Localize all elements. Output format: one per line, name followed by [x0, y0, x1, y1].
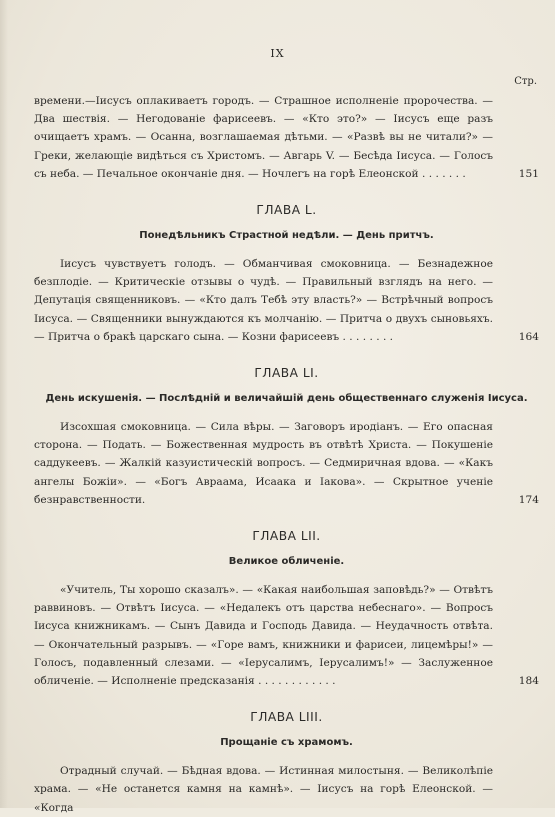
chapter-page: 164	[518, 330, 539, 343]
chapter-text: «Учитель, Ты хорошо сказалъ». — «Какая наибольшая заповѣдь?» — Отвѣтъ раввиновъ. — Отвѣтъ Іисуса. — «Недалекъ отъ царства небеснаго». — Вопросъ Іисуса книжникамъ. — Сынъ Давида и Господь Давида. — Неудачность отвѣта. — Окончательный разрывъ. — «Горе вамъ, книжники и фарисеи, лицемѣры!» — Голосъ, подавленный слезами. — «Іерусалимъ, Іерусалимъ!» — Заслуженное обличеніе. — Исполненіе предсказанія . . . . . . . . . . . .	[34, 584, 493, 688]
page-number: IX	[270, 47, 285, 60]
chapter-heading: ГЛАВА L.	[256, 203, 317, 218]
intro-page: 151	[518, 167, 539, 180]
chapter-text: Отрадный случай. — Бѣдная вдова. — Истинная милостыня. — Великолѣпіе храма. — «Не останется камня на камнѣ». — Іисусъ на горѣ Елеонской. — «Когда	[34, 765, 493, 814]
chapter-subtitle: Понедѣльникъ Страстной недѣли. — День притчъ.	[139, 230, 434, 242]
page-edge-shadow	[0, 0, 8, 808]
chapter-heading: ГЛАВА LI.	[254, 366, 319, 381]
chapter-subtitle: Великое обличеніе.	[228, 556, 345, 568]
chapter-53	[34, 710, 539, 817]
chapter-summary	[34, 255, 539, 346]
chapter-page: 184	[518, 675, 539, 688]
chapter-heading: ГЛАВА LII.	[252, 529, 321, 544]
chapter-page: 174	[518, 493, 539, 506]
chapter-52	[34, 529, 539, 690]
chapter-text: Іисусъ чувствуетъ голодъ. — Обманчивая смоковница. — Безнадежное безплодіе. — Критическіе отзывы о чудѣ. — Правильный взглядъ на него. — Депутація священниковъ. — «Кто далъ Тебѣ эту власть?» — Встрѣчный вопросъ Іисуса. — Священники вынуждаются къ молчанію. — Притча о двухъ сыновьяхъ. — Притча о бракѣ царскаго сына. — Козни фарисеевъ . . . . . . . .	[34, 258, 493, 343]
page-column-label: Стр.	[514, 76, 537, 87]
chapter-subtitle: Прощаніе съ храмомъ.	[220, 737, 353, 749]
table-of-contents	[34, 92, 539, 817]
chapter-summary	[34, 418, 539, 509]
intro-text: времени.—Іисусъ оплакиваетъ городъ. — Страшное исполненіе пророчества. — Два шествія. — Негодованіе фарисеевъ. — «Кто это?» — Іисусъ еще разъ очищаетъ храмъ. — Осанна, возглашаемая дѣтьми. — «Развѣ вы не читали?» — Греки, желающіе видѣться съ Христомъ. — Авгарь V. — Бесѣда Іисуса. — Голосъ съ неба. — Печальное окончаніе дня. — Ночлегъ на горѣ Елеонской . . . . . . .	[34, 95, 493, 180]
chapter-summary	[34, 762, 539, 817]
chapter-50	[34, 203, 539, 346]
chapter-heading: ГЛАВА LIII.	[250, 710, 323, 725]
chapter-subtitle: День искушенія. — Послѣдній и величайшій день общественнаго служенія Іисуса.	[45, 393, 528, 405]
intro-entry	[34, 92, 539, 183]
chapter-summary	[34, 581, 539, 690]
chapter-text: Изсохшая смоковница. — Сила вѣры. — Заговоръ иродіанъ. — Его опасная сторона. — Подать. — Божественная мудрость въ отвѣтѣ Христа. — Покушеніе саддукеевъ. — Жалкій казуистическій вопросъ. — Седмиричная вдова. — «Какъ ангелы Божіи». — «Богъ Авраама, Исаака и Іакова». — Скрытное ученіе безнравственности.	[34, 421, 493, 506]
chapter-51	[34, 366, 539, 509]
